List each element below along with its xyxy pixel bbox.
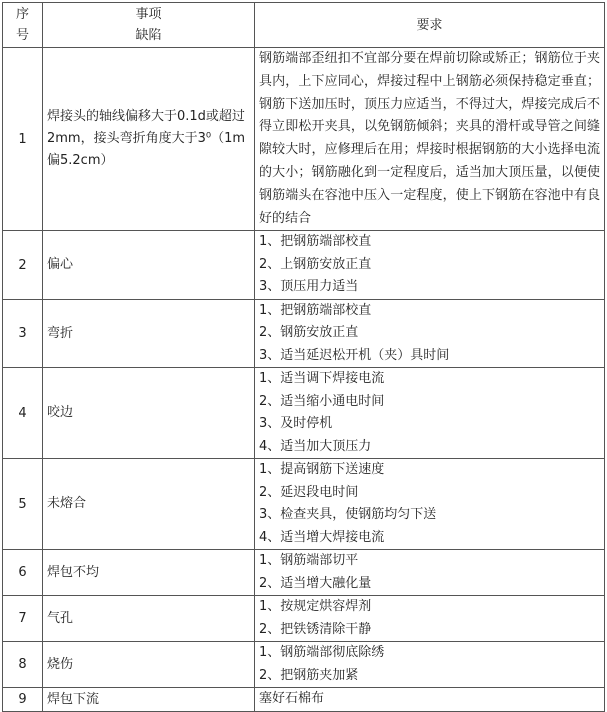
row-number: 5 [3, 459, 43, 550]
header-no-line: 号 [15, 28, 29, 43]
row-remedy [255, 48, 605, 231]
row-remedy [255, 459, 605, 550]
row-defect: 焊接头的轴线偏移大于0.1d或超过2mm，接头弯折角度大于3⁰（1m偏5.2cm） [43, 48, 255, 231]
remedy-line: 2、把钢筋夹加紧 [259, 667, 359, 683]
remedy-line: 2、把铁锈清除干静 [259, 621, 372, 637]
header-no [3, 3, 43, 48]
table-row [3, 596, 605, 642]
row-number: 2 [3, 231, 43, 300]
remedy-line: 1、适当调下焊接电流 [259, 371, 385, 387]
defect-remedy-table-container [2, 2, 604, 708]
row-remedy [255, 688, 605, 712]
row-defect: 气孔 [43, 596, 255, 642]
table-row [3, 459, 605, 550]
table-row [3, 550, 605, 596]
row-remedy [255, 642, 605, 688]
remedy-line: 1、按规定烘容焊剂 [259, 599, 372, 615]
row-defect: 烧伤 [43, 642, 255, 688]
remedy-line: 2、适当缩小通电时间 [259, 393, 385, 409]
remedy-line: 2、上钢筋安放正直 [259, 256, 372, 272]
row-number: 1 [3, 48, 43, 231]
row-defect: 偏心 [43, 231, 255, 300]
row-number: 9 [3, 688, 43, 712]
remedy-line: 1、提高钢筋下送速度 [259, 462, 385, 478]
remedy-line: 2、适当增大融化量 [259, 575, 372, 591]
table-row [3, 642, 605, 688]
row-number: 7 [3, 596, 43, 642]
row-number: 6 [3, 550, 43, 596]
row-number: 3 [3, 299, 43, 368]
row-remedy [255, 231, 605, 300]
table-row [3, 688, 605, 712]
row-number: 8 [3, 642, 43, 688]
header-item-line: 事项 [135, 7, 162, 22]
row-number: 4 [3, 368, 43, 459]
remedy-line: 3、及时停机 [259, 416, 333, 432]
header-item-line: 缺陷 [135, 28, 162, 43]
remedy-line: 3、适当延迟松开机（夹）具时间 [259, 347, 450, 363]
header-item [43, 3, 255, 48]
header-requirement: 要求 [255, 3, 605, 48]
remedy-line: 3、检查夹具，使钢筋均匀下送 [259, 507, 437, 523]
remedy-line: 2、钢筋安放正直 [259, 325, 359, 341]
table-row [3, 48, 605, 231]
row-remedy [255, 299, 605, 368]
remedy-line: 钢筋端部歪纽扣不宜部分要在焊前切除或矫正；钢筋位于夹具内，上下应同心，焊接过程中上钢筋必须保持稳定垂直；钢筋下送加压时，顶压力应适当，不得过大，焊接完成后不得立即松开夹具，以免钢筋倾斜；夹具的滑杆或导管之间缝隙较大时，应修理后在用；焊接时根据钢筋的大小选择电流的大小；钢筋融化到一定程度后，适当加大顶压量，以便使钢筋端头在容池中压入一定程度，使上下钢筋在容池中有良好的结合 [259, 51, 600, 226]
table-row [3, 299, 605, 368]
remedy-line: 4、适当加大顶压力 [259, 438, 372, 454]
remedy-line: 1、把钢筋端部校直 [259, 302, 372, 318]
remedy-line: 3、顶压用力适当 [259, 279, 359, 295]
row-remedy [255, 550, 605, 596]
table-body [3, 48, 605, 712]
row-defect: 弯折 [43, 299, 255, 368]
row-defect: 焊包下流 [43, 688, 255, 712]
remedy-line: 4、适当增大焊接电流 [259, 529, 385, 545]
row-remedy [255, 596, 605, 642]
remedy-line: 2、延迟段电时间 [259, 484, 359, 500]
remedy-line: 塞好石棉布 [259, 691, 325, 707]
remedy-line: 1、钢筋端部切平 [259, 553, 359, 569]
header-no-line: 序 [15, 7, 29, 22]
remedy-line: 1、钢筋端部彻底除绣 [259, 645, 385, 661]
row-defect: 未熔合 [43, 459, 255, 550]
row-defect: 咬边 [43, 368, 255, 459]
row-remedy [255, 368, 605, 459]
defect-remedy-table [2, 2, 605, 712]
row-defect: 焊包不均 [43, 550, 255, 596]
table-row [3, 368, 605, 459]
header-row [3, 3, 605, 48]
remedy-line: 1、把钢筋端部校直 [259, 234, 372, 250]
table-row [3, 231, 605, 300]
